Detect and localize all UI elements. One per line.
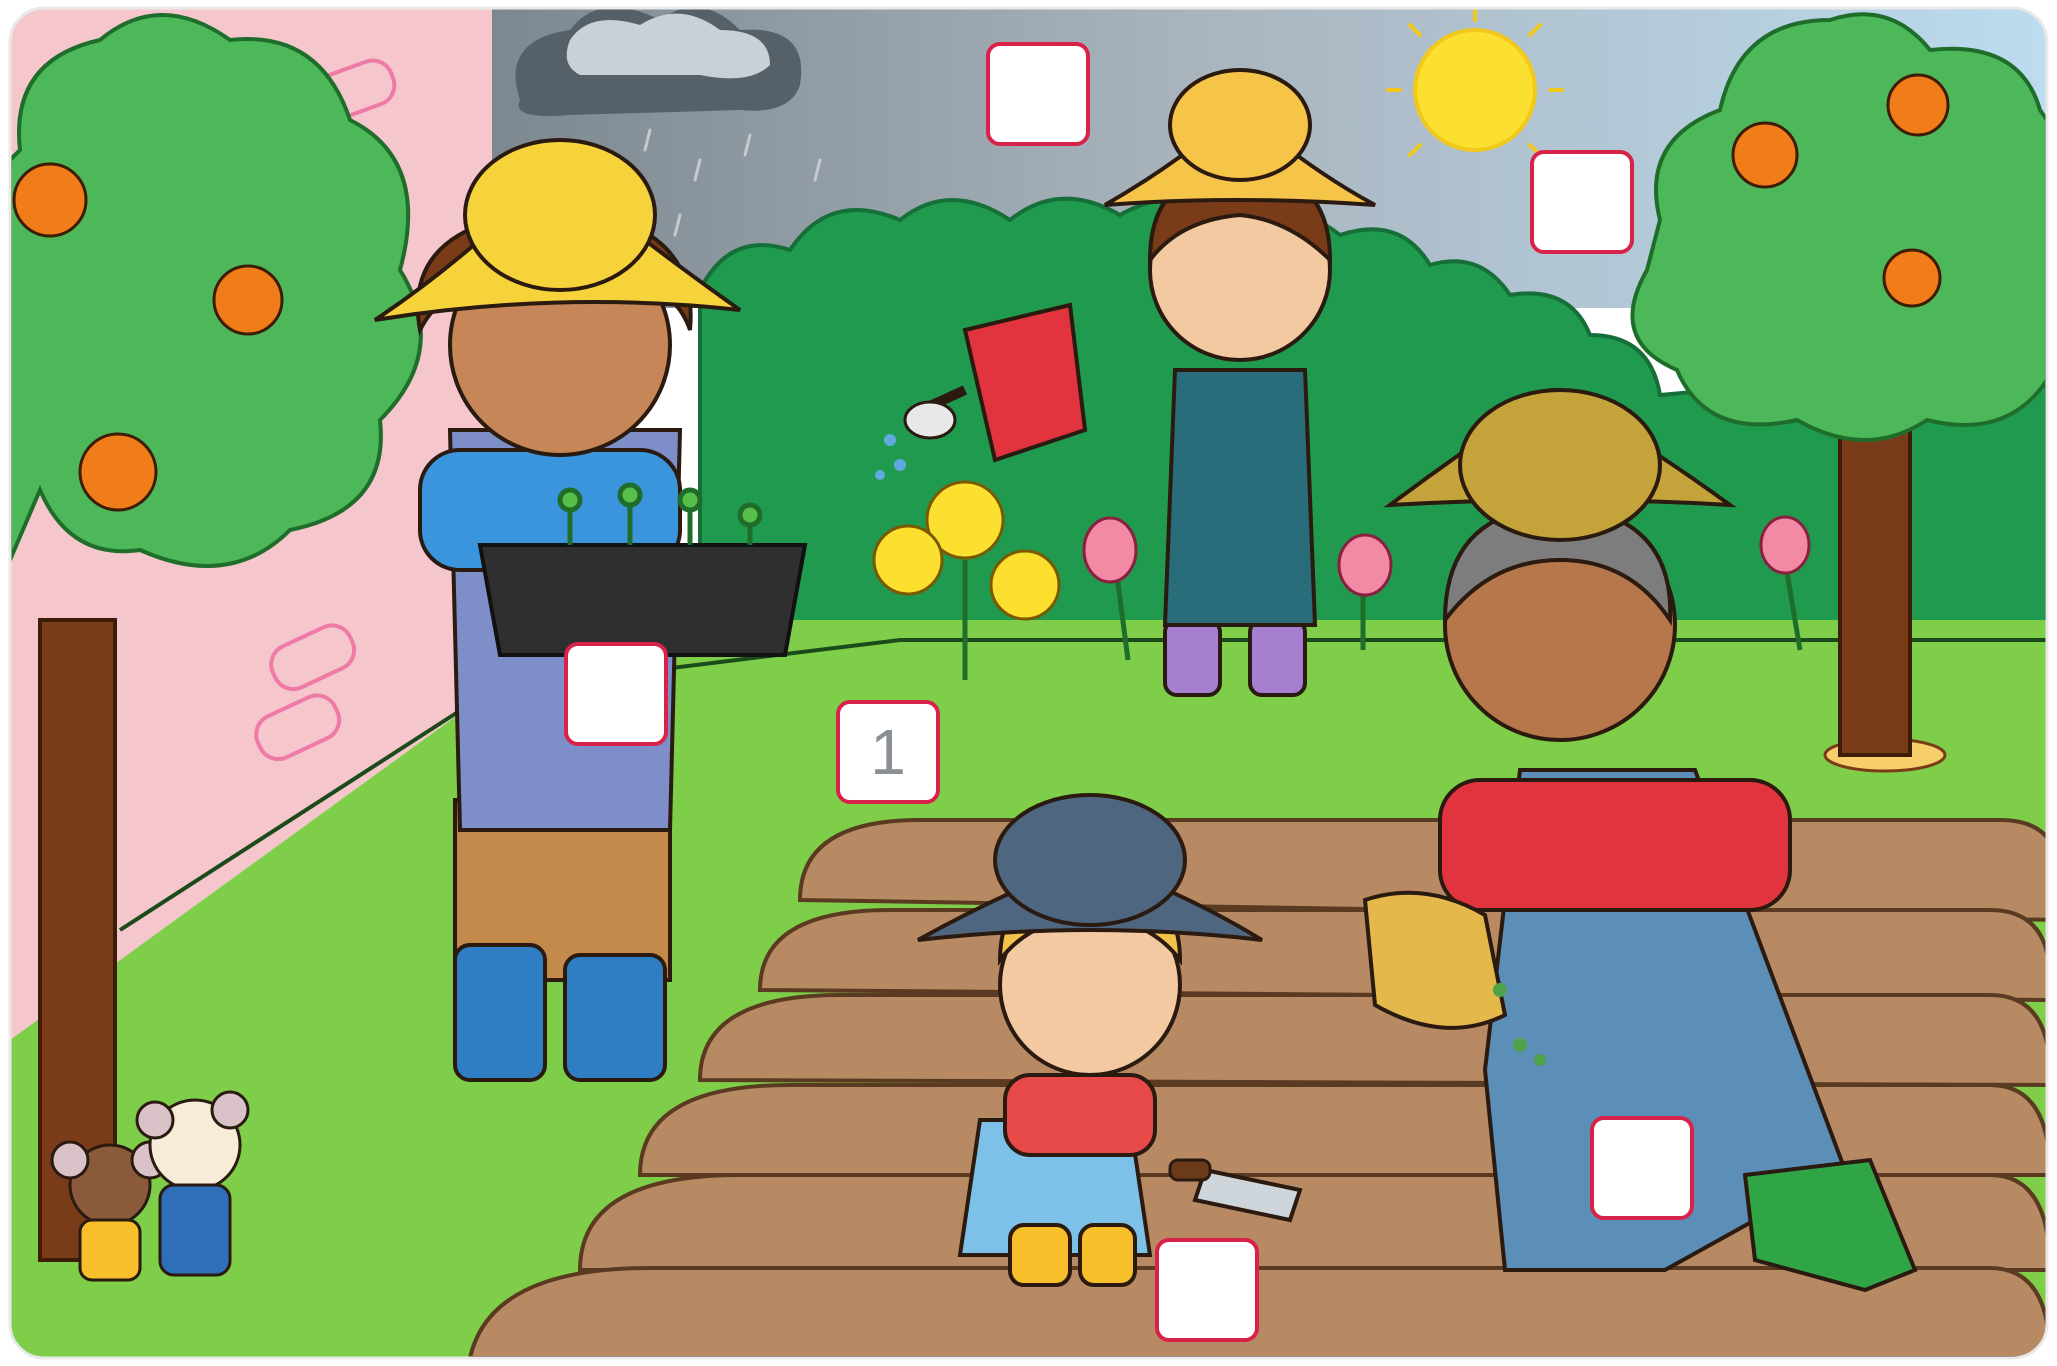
answer-slot-boy-trowel[interactable]: [1155, 1238, 1259, 1342]
answer-slot-sky-right[interactable]: [1530, 150, 1634, 254]
answer-slot-man-knee[interactable]: [1590, 1116, 1694, 1220]
answer-slot-sky-center[interactable]: [986, 42, 1090, 146]
answer-slot-grass-center[interactable]: 1: [836, 700, 940, 804]
answer-slot-woman-tray[interactable]: [564, 642, 668, 746]
